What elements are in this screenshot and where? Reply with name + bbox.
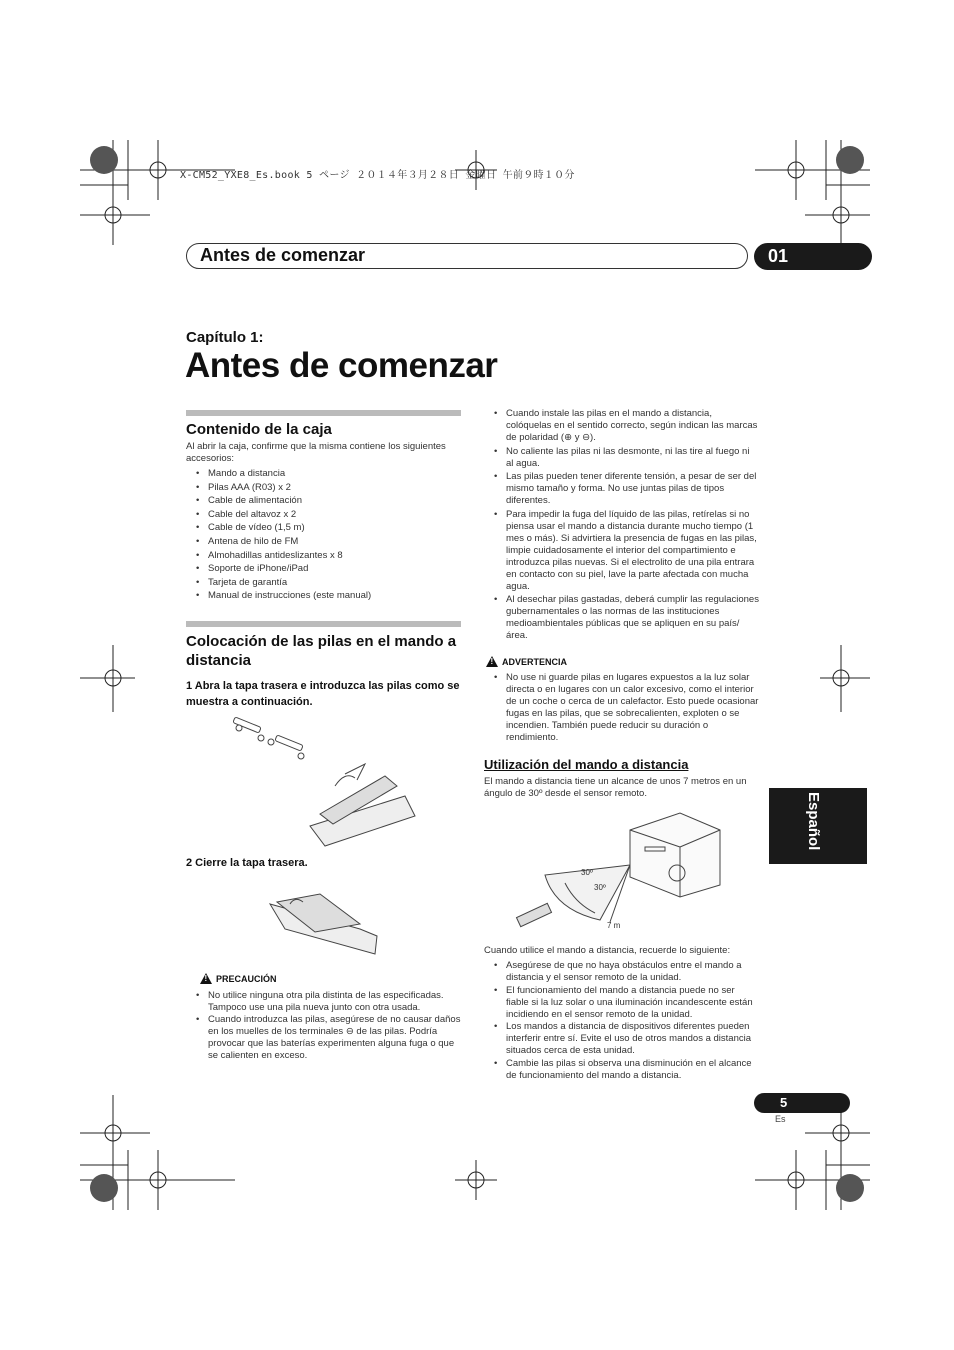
- language-tab-label: Español: [805, 792, 822, 851]
- remote-note-intro: Cuando utilice el mando a distancia, recuerde lo siguiente:: [484, 945, 731, 956]
- step-1: 1 Abra la tapa trasera e introduzca las pilas como se muestra a continuación.: [186, 680, 460, 708]
- chapter-label: Capítulo 1:: [186, 329, 264, 346]
- section-title-batteries: Colocación de las pilas en el mando a distancia: [186, 633, 457, 669]
- list-item: • Cable de vídeo (1,5 m): [186, 522, 456, 534]
- list-item: • Tarjeta de garantía: [186, 577, 456, 589]
- list-item: • Cable del altavoz x 2: [186, 509, 456, 521]
- warning-list: [484, 672, 759, 744]
- list-item: • Antena de hilo de FM: [186, 536, 456, 548]
- caution-label: PRECAUCIÓN: [216, 973, 277, 984]
- chapter-title: Antes de comenzar: [185, 346, 498, 385]
- angle-label-1: 30º: [581, 868, 593, 877]
- cover-close-illustration: [265, 884, 385, 959]
- remote-use-list: [484, 960, 759, 1082]
- caution-list: [186, 990, 461, 1062]
- list-item: • No caliente las pilas ni las desmonte, ni las tire al fuego ni al agua.: [484, 446, 759, 470]
- warning-icon: !: [200, 973, 212, 984]
- list-item: • Cuando instale las pilas en el mando a distancia, colóquelas en el sentido correcto, según indican las marcas de polaridad (⊕ y ⊖).: [484, 408, 759, 444]
- list-item: • Para impedir la fuga del líquido de las pilas, retírelas si no piensa usar el mando a distancia durante mucho tiempo (1 mes o más). Si advirtiera la presencia de fugas en las pilas, limpie cuidadosamente el interior del compartimiento e introduzca pilas nuevas. Si el electrolito de una pila entrara en contacto con su piel, lave la parte afectada con mucha agua.: [484, 509, 759, 593]
- list-item: • Mando a distancia: [186, 468, 456, 480]
- section-title-remote-use: Utilización del mando a distancia: [484, 757, 689, 772]
- list-item: • Cuando introduzca las pilas, asegúrese de no causar daños en los muelles de los terminales ⊖ de las pilas. Podría provocar que las baterías experimenten alguna fuga o que se calienten en exceso.: [186, 1014, 461, 1062]
- list-item: • Las pilas pueden tener diferente tensión, a pesar de ser del mismo tamaño y forma. No use juntas pilas de tipos diferentes.: [484, 471, 759, 507]
- remote-use-intro: El mando a distancia tiene un alcance de unos 7 metros en un ángulo de 30º desde el sensor remoto.: [484, 776, 747, 799]
- battery-notes-list: [484, 408, 759, 642]
- remote-range-illustration: [505, 805, 735, 935]
- section-bar: [186, 621, 461, 627]
- chapter-number-badge: 01: [754, 243, 872, 270]
- angle-label-2: 30º: [594, 883, 606, 892]
- list-item: • Cambie las pilas si observa una disminución en el alcance de funcionamiento del mando a distancia.: [484, 1058, 759, 1082]
- file-header: X-CM52_YXE8_Es.book 5 ページ ２０１４年３月２８日 金曜日 午前９時１０分: [180, 170, 575, 181]
- list-item: • Almohadillas antideslizantes x 8: [186, 550, 456, 562]
- list-item: • Pilas AAA (R03) x 2: [186, 482, 456, 494]
- step-2: 2 Cierre la tapa trasera.: [186, 857, 308, 869]
- distance-label: 7 m: [607, 921, 621, 930]
- list-item: • Los mandos a distancia de dispositivos diferentes pueden interferir entre sí. Evite el uso de otros mandos a distancia situados cerca de esta unidad.: [484, 1021, 759, 1057]
- list-item: • Asegúrese de que no haya obstáculos entre el mando a distancia y el sensor remoto de la unidad.: [484, 960, 759, 984]
- list-item: • El funcionamiento del mando a distancia puede no ser fiable si la luz solar o una iluminación incandescente están incidiendo en el sensor remoto de la unidad.: [484, 985, 759, 1021]
- caution-heading: [200, 973, 277, 984]
- warning-icon: !: [486, 656, 498, 667]
- box-contents-intro: Al abrir la caja, confirme que la misma contiene los siguientes accesorios:: [186, 441, 446, 464]
- section-title-box-contents: Contenido de la caja: [186, 421, 332, 438]
- header-title: Antes de comenzar: [200, 245, 366, 265]
- list-item: • No utilice ninguna otra pila distinta de las especificadas. Tampoco use una pila nueva junto con otra usada.: [186, 990, 461, 1014]
- list-item: • No use ni guarde pilas en lugares expuestos a la luz solar directa o en lugares con un calor excesivo, como el interior de un coche o cerca de un calefactor. Esto puede ocasionar fugas en las pilas, que se sobrecalienten, exploten o se incendien. También puede reducir su duración o rendimiento.: [484, 672, 759, 744]
- list-item: • Soporte de iPhone/iPad: [186, 563, 456, 575]
- page-language: Es: [775, 1114, 786, 1124]
- warning-heading: [486, 656, 567, 667]
- box-contents-list: [186, 468, 456, 604]
- list-item: • Cable de alimentación: [186, 495, 456, 507]
- page-number: 5: [754, 1093, 850, 1113]
- battery-insertion-illustration: [225, 716, 420, 848]
- section-bar: [186, 410, 461, 416]
- list-item: • Manual de instrucciones (este manual): [186, 590, 456, 602]
- warning-label: ADVERTENCIA: [502, 656, 568, 667]
- list-item: • Al desechar pilas gastadas, deberá cumplir las regulaciones gubernamentales o las normas de las instituciones medioambientales públicas que se apliquen en su país/área.: [484, 594, 759, 642]
- language-tab: [769, 788, 867, 864]
